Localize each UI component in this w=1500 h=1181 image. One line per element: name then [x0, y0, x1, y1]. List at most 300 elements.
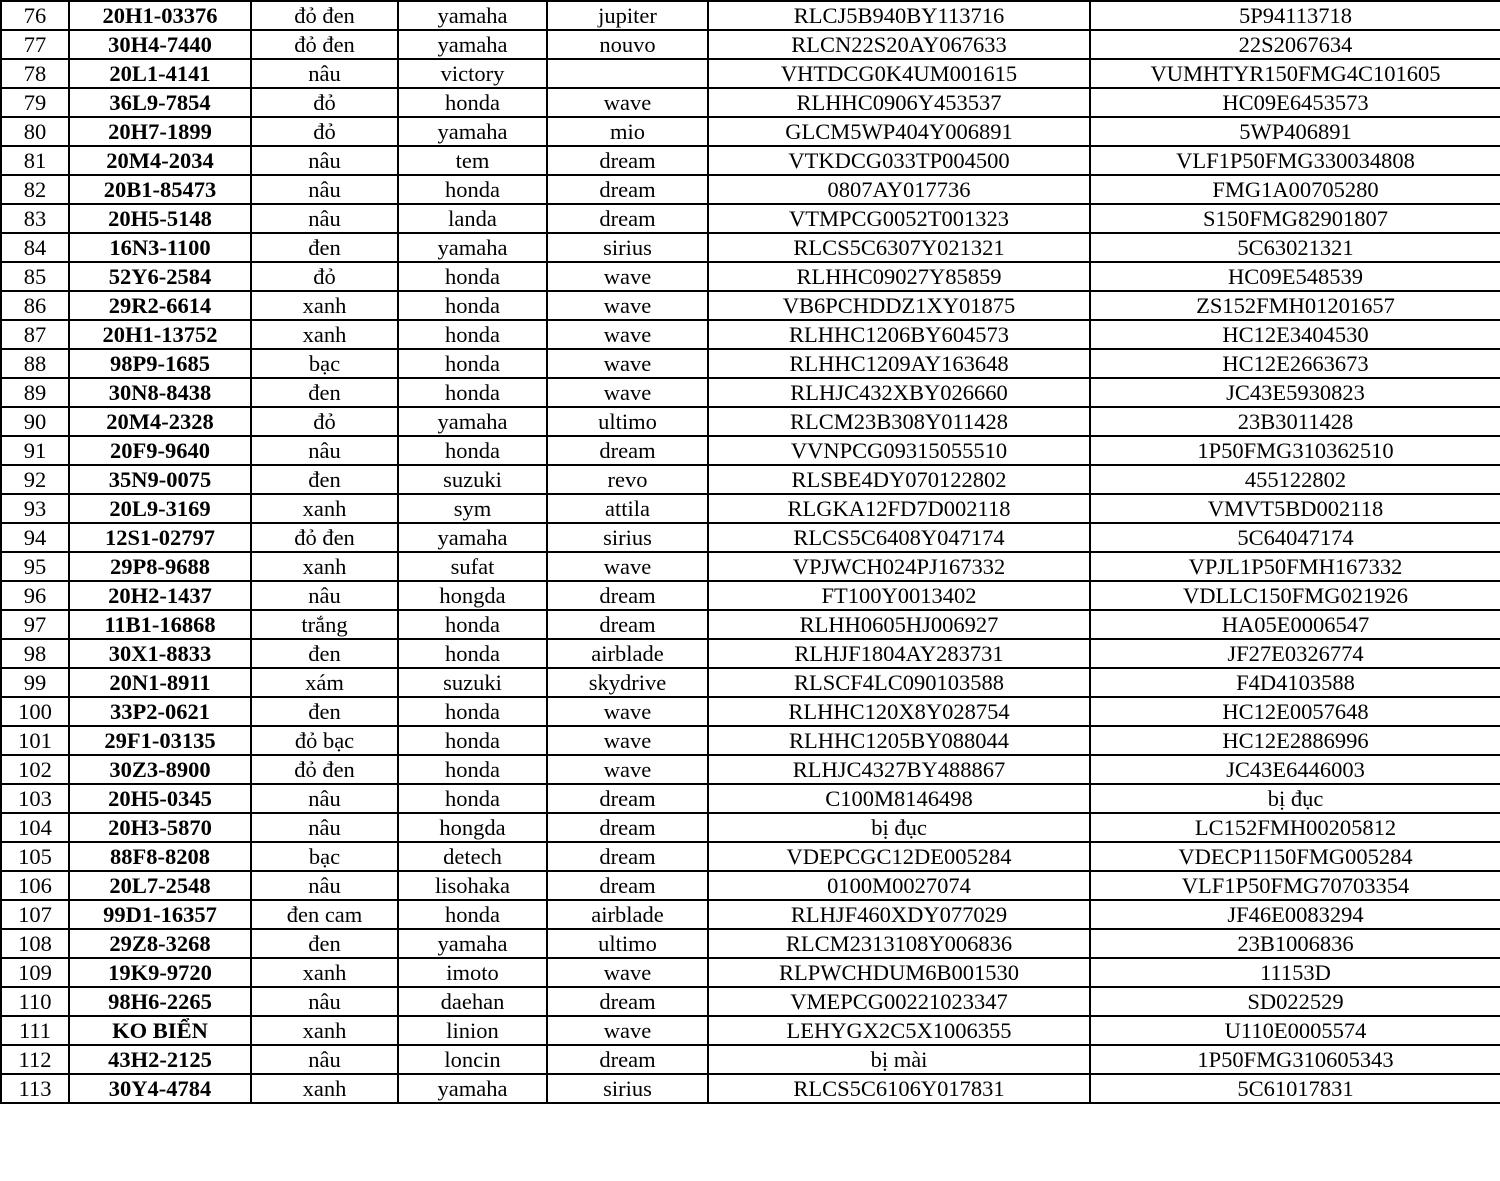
- cell-brand: tem: [398, 146, 547, 175]
- cell-model: dream: [547, 842, 708, 871]
- cell-frame-number: RLHHC09027Y85859: [708, 262, 1090, 291]
- cell-model: dream: [547, 987, 708, 1016]
- cell-frame-number: RLCS5C6106Y017831: [708, 1074, 1090, 1103]
- cell-license-plate: 20H5-5148: [69, 204, 251, 233]
- cell-frame-number: RLHJF1804AY283731: [708, 639, 1090, 668]
- cell-color: đen: [251, 929, 398, 958]
- cell-engine-number: 5C61017831: [1090, 1074, 1500, 1103]
- cell-model: wave: [547, 320, 708, 349]
- cell-brand: detech: [398, 842, 547, 871]
- cell-engine-number: VPJL1P50FMH167332: [1090, 552, 1500, 581]
- table-row: [1, 552, 1500, 581]
- table-row: [1, 146, 1500, 175]
- cell-brand: honda: [398, 175, 547, 204]
- cell-license-plate: 29P8-9688: [69, 552, 251, 581]
- cell-color: đỏ: [251, 88, 398, 117]
- cell-engine-number: LC152FMH00205812: [1090, 813, 1500, 842]
- cell-color: đỏ: [251, 117, 398, 146]
- cell-license-plate: 30Z3-8900: [69, 755, 251, 784]
- cell-model: dream: [547, 204, 708, 233]
- cell-row-number: 101: [1, 726, 69, 755]
- cell-frame-number: RLSCF4LC090103588: [708, 668, 1090, 697]
- cell-engine-number: 5WP406891: [1090, 117, 1500, 146]
- cell-model: airblade: [547, 639, 708, 668]
- cell-color: nâu: [251, 146, 398, 175]
- table-row: [1, 1, 1500, 30]
- cell-color: đen: [251, 465, 398, 494]
- cell-license-plate: 30X1-8833: [69, 639, 251, 668]
- cell-engine-number: HC09E6453573: [1090, 88, 1500, 117]
- table-row: [1, 813, 1500, 842]
- cell-brand: honda: [398, 726, 547, 755]
- cell-license-plate: 20N1-8911: [69, 668, 251, 697]
- cell-color: xám: [251, 668, 398, 697]
- cell-brand: yamaha: [398, 233, 547, 262]
- cell-license-plate: 16N3-1100: [69, 233, 251, 262]
- cell-brand: yamaha: [398, 1074, 547, 1103]
- cell-license-plate: 29F1-03135: [69, 726, 251, 755]
- cell-row-number: 103: [1, 784, 69, 813]
- cell-license-plate: 30N8-8438: [69, 378, 251, 407]
- cell-color: nâu: [251, 784, 398, 813]
- cell-row-number: 111: [1, 1016, 69, 1045]
- cell-row-number: 85: [1, 262, 69, 291]
- cell-model: wave: [547, 726, 708, 755]
- cell-row-number: 82: [1, 175, 69, 204]
- cell-brand: daehan: [398, 987, 547, 1016]
- cell-model: airblade: [547, 900, 708, 929]
- cell-brand: victory: [398, 59, 547, 88]
- cell-model: wave: [547, 1016, 708, 1045]
- cell-model: wave: [547, 349, 708, 378]
- cell-engine-number: 1P50FMG310362510: [1090, 436, 1500, 465]
- cell-brand: honda: [398, 88, 547, 117]
- cell-engine-number: 5C64047174: [1090, 523, 1500, 552]
- cell-license-plate: 88F8-8208: [69, 842, 251, 871]
- cell-engine-number: JC43E6446003: [1090, 755, 1500, 784]
- cell-license-plate: 43H2-2125: [69, 1045, 251, 1074]
- table-row: [1, 204, 1500, 233]
- cell-frame-number: RLHJC4327BY488867: [708, 755, 1090, 784]
- cell-row-number: 87: [1, 320, 69, 349]
- cell-color: đỏ đen: [251, 30, 398, 59]
- table-row: [1, 494, 1500, 523]
- cell-brand: honda: [398, 900, 547, 929]
- table-row: [1, 581, 1500, 610]
- cell-frame-number: VHTDCG0K4UM001615: [708, 59, 1090, 88]
- cell-frame-number: bị mài: [708, 1045, 1090, 1074]
- cell-frame-number: RLSBE4DY070122802: [708, 465, 1090, 494]
- table-row: [1, 233, 1500, 262]
- cell-color: nâu: [251, 871, 398, 900]
- cell-engine-number: VDLLC150FMG021926: [1090, 581, 1500, 610]
- cell-license-plate: 30Y4-4784: [69, 1074, 251, 1103]
- cell-model: ultimo: [547, 407, 708, 436]
- table-row: [1, 30, 1500, 59]
- cell-frame-number: RLHH0605HJ006927: [708, 610, 1090, 639]
- table-row: [1, 291, 1500, 320]
- table-row: [1, 262, 1500, 291]
- cell-license-plate: 20B1-85473: [69, 175, 251, 204]
- cell-engine-number: bị đục: [1090, 784, 1500, 813]
- cell-license-plate: 20H3-5870: [69, 813, 251, 842]
- cell-color: đen cam: [251, 900, 398, 929]
- cell-color: nâu: [251, 813, 398, 842]
- cell-engine-number: HC12E2663673: [1090, 349, 1500, 378]
- cell-model: dream: [547, 871, 708, 900]
- cell-color: xanh: [251, 291, 398, 320]
- cell-frame-number: VB6PCHDDZ1XY01875: [708, 291, 1090, 320]
- cell-frame-number: bị đục: [708, 813, 1090, 842]
- cell-license-plate: 98H6-2265: [69, 987, 251, 1016]
- cell-brand: linion: [398, 1016, 547, 1045]
- cell-brand: imoto: [398, 958, 547, 987]
- cell-engine-number: 5C63021321: [1090, 233, 1500, 262]
- table-row: [1, 88, 1500, 117]
- cell-model: dream: [547, 1045, 708, 1074]
- cell-model: jupiter: [547, 1, 708, 30]
- cell-color: xanh: [251, 552, 398, 581]
- cell-row-number: 78: [1, 59, 69, 88]
- cell-frame-number: RLHJC432XBY026660: [708, 378, 1090, 407]
- cell-brand: suzuki: [398, 465, 547, 494]
- table-row: [1, 958, 1500, 987]
- cell-model: nouvo: [547, 30, 708, 59]
- cell-frame-number: VTKDCG033TP004500: [708, 146, 1090, 175]
- cell-engine-number: 455122802: [1090, 465, 1500, 494]
- cell-brand: honda: [398, 320, 547, 349]
- cell-engine-number: HC12E2886996: [1090, 726, 1500, 755]
- cell-color: xanh: [251, 320, 398, 349]
- table-row: [1, 117, 1500, 146]
- cell-model: wave: [547, 552, 708, 581]
- cell-color: đỏ đen: [251, 523, 398, 552]
- cell-color: xanh: [251, 1074, 398, 1103]
- cell-color: nâu: [251, 1045, 398, 1074]
- cell-color: xanh: [251, 958, 398, 987]
- cell-engine-number: VUMHTYR150FMG4C101605: [1090, 59, 1500, 88]
- cell-license-plate: 19K9-9720: [69, 958, 251, 987]
- cell-row-number: 96: [1, 581, 69, 610]
- cell-model: sirius: [547, 1074, 708, 1103]
- cell-model: wave: [547, 88, 708, 117]
- cell-frame-number: RLCM2313108Y006836: [708, 929, 1090, 958]
- cell-color: bạc: [251, 842, 398, 871]
- cell-engine-number: SD022529: [1090, 987, 1500, 1016]
- table-row: [1, 465, 1500, 494]
- cell-model: wave: [547, 958, 708, 987]
- cell-color: nâu: [251, 175, 398, 204]
- cell-model: mio: [547, 117, 708, 146]
- table-row: [1, 755, 1500, 784]
- table-row: [1, 842, 1500, 871]
- cell-brand: sym: [398, 494, 547, 523]
- cell-license-plate: 12S1-02797: [69, 523, 251, 552]
- cell-model: dream: [547, 175, 708, 204]
- cell-color: đen: [251, 233, 398, 262]
- table-row: [1, 900, 1500, 929]
- cell-brand: honda: [398, 291, 547, 320]
- cell-brand: honda: [398, 378, 547, 407]
- cell-brand: honda: [398, 639, 547, 668]
- table-row: [1, 436, 1500, 465]
- cell-brand: yamaha: [398, 117, 547, 146]
- cell-brand: yamaha: [398, 1, 547, 30]
- cell-row-number: 81: [1, 146, 69, 175]
- table-row: [1, 320, 1500, 349]
- cell-engine-number: 23B3011428: [1090, 407, 1500, 436]
- cell-brand: honda: [398, 697, 547, 726]
- cell-frame-number: RLHHC120X8Y028754: [708, 697, 1090, 726]
- cell-brand: hongda: [398, 813, 547, 842]
- table-row: [1, 1045, 1500, 1074]
- cell-row-number: 93: [1, 494, 69, 523]
- cell-brand: honda: [398, 262, 547, 291]
- cell-brand: honda: [398, 610, 547, 639]
- cell-brand: yamaha: [398, 407, 547, 436]
- cell-frame-number: RLCS5C6408Y047174: [708, 523, 1090, 552]
- cell-frame-number: RLHHC1209AY163648: [708, 349, 1090, 378]
- cell-row-number: 104: [1, 813, 69, 842]
- cell-model: wave: [547, 291, 708, 320]
- cell-engine-number: JC43E5930823: [1090, 378, 1500, 407]
- table-row: [1, 523, 1500, 552]
- cell-color: đỏ: [251, 407, 398, 436]
- cell-row-number: 112: [1, 1045, 69, 1074]
- cell-engine-number: HC12E0057648: [1090, 697, 1500, 726]
- cell-brand: honda: [398, 755, 547, 784]
- cell-color: bạc: [251, 349, 398, 378]
- table-row: [1, 1016, 1500, 1045]
- cell-model: attila: [547, 494, 708, 523]
- cell-row-number: 77: [1, 30, 69, 59]
- cell-engine-number: VLF1P50FMG330034808: [1090, 146, 1500, 175]
- cell-frame-number: C100M8146498: [708, 784, 1090, 813]
- cell-license-plate: 20H1-03376: [69, 1, 251, 30]
- cell-row-number: 94: [1, 523, 69, 552]
- cell-model: dream: [547, 784, 708, 813]
- cell-engine-number: 23B1006836: [1090, 929, 1500, 958]
- cell-engine-number: VMVT5BD002118: [1090, 494, 1500, 523]
- cell-brand: loncin: [398, 1045, 547, 1074]
- cell-frame-number: RLHHC1206BY604573: [708, 320, 1090, 349]
- table-row: [1, 726, 1500, 755]
- cell-row-number: 108: [1, 929, 69, 958]
- cell-row-number: 100: [1, 697, 69, 726]
- cell-license-plate: 20L7-2548: [69, 871, 251, 900]
- cell-license-plate: 20H1-13752: [69, 320, 251, 349]
- cell-color: nâu: [251, 987, 398, 1016]
- cell-row-number: 102: [1, 755, 69, 784]
- cell-brand: sufat: [398, 552, 547, 581]
- cell-color: xanh: [251, 494, 398, 523]
- cell-license-plate: 30H4-7440: [69, 30, 251, 59]
- cell-model: wave: [547, 697, 708, 726]
- cell-engine-number: 1P50FMG310605343: [1090, 1045, 1500, 1074]
- cell-engine-number: U110E0005574: [1090, 1016, 1500, 1045]
- cell-row-number: 76: [1, 1, 69, 30]
- table-row: [1, 668, 1500, 697]
- cell-brand: yamaha: [398, 929, 547, 958]
- table-row: [1, 59, 1500, 88]
- cell-license-plate: KO BIỂN: [69, 1016, 251, 1045]
- cell-frame-number: VDEPCGC12DE005284: [708, 842, 1090, 871]
- cell-frame-number: VTMPCG0052T001323: [708, 204, 1090, 233]
- cell-license-plate: 20L1-4141: [69, 59, 251, 88]
- cell-row-number: 110: [1, 987, 69, 1016]
- cell-model: sirius: [547, 233, 708, 262]
- table-row: [1, 1074, 1500, 1103]
- cell-engine-number: HC12E3404530: [1090, 320, 1500, 349]
- cell-color: xanh: [251, 1016, 398, 1045]
- cell-brand: suzuki: [398, 668, 547, 697]
- cell-color: nâu: [251, 581, 398, 610]
- cell-license-plate: 11B1-16868: [69, 610, 251, 639]
- cell-row-number: 99: [1, 668, 69, 697]
- cell-license-plate: 33P2-0621: [69, 697, 251, 726]
- cell-frame-number: 0807AY017736: [708, 175, 1090, 204]
- cell-engine-number: 11153D: [1090, 958, 1500, 987]
- cell-frame-number: VVNPCG09315055510: [708, 436, 1090, 465]
- vehicle-table-body: [1, 1, 1500, 1103]
- cell-row-number: 109: [1, 958, 69, 987]
- cell-model: [547, 59, 708, 88]
- cell-model: revo: [547, 465, 708, 494]
- cell-engine-number: 5P94113718: [1090, 1, 1500, 30]
- cell-color: nâu: [251, 436, 398, 465]
- cell-engine-number: S150FMG82901807: [1090, 204, 1500, 233]
- cell-model: dream: [547, 146, 708, 175]
- table-row: [1, 784, 1500, 813]
- cell-row-number: 105: [1, 842, 69, 871]
- table-row: [1, 610, 1500, 639]
- cell-row-number: 113: [1, 1074, 69, 1103]
- cell-color: đỏ: [251, 262, 398, 291]
- cell-frame-number: RLGKA12FD7D002118: [708, 494, 1090, 523]
- cell-frame-number: GLCM5WP404Y006891: [708, 117, 1090, 146]
- cell-row-number: 91: [1, 436, 69, 465]
- cell-brand: honda: [398, 349, 547, 378]
- cell-model: ultimo: [547, 929, 708, 958]
- cell-row-number: 79: [1, 88, 69, 117]
- table-row: [1, 349, 1500, 378]
- cell-color: đỏ đen: [251, 755, 398, 784]
- cell-engine-number: F4D4103588: [1090, 668, 1500, 697]
- cell-license-plate: 20F9-9640: [69, 436, 251, 465]
- table-row: [1, 175, 1500, 204]
- cell-row-number: 88: [1, 349, 69, 378]
- cell-frame-number: RLCJ5B940BY113716: [708, 1, 1090, 30]
- cell-row-number: 90: [1, 407, 69, 436]
- cell-frame-number: RLCS5C6307Y021321: [708, 233, 1090, 262]
- cell-frame-number: RLHHC0906Y453537: [708, 88, 1090, 117]
- cell-row-number: 80: [1, 117, 69, 146]
- cell-model: dream: [547, 436, 708, 465]
- cell-model: dream: [547, 813, 708, 842]
- cell-engine-number: JF27E0326774: [1090, 639, 1500, 668]
- cell-frame-number: RLPWCHDUM6B001530: [708, 958, 1090, 987]
- cell-brand: landa: [398, 204, 547, 233]
- cell-color: nâu: [251, 204, 398, 233]
- cell-engine-number: ZS152FMH01201657: [1090, 291, 1500, 320]
- cell-license-plate: 36L9-7854: [69, 88, 251, 117]
- cell-frame-number: VMEPCG00221023347: [708, 987, 1090, 1016]
- cell-model: skydrive: [547, 668, 708, 697]
- cell-brand: honda: [398, 436, 547, 465]
- cell-license-plate: 98P9-1685: [69, 349, 251, 378]
- cell-row-number: 86: [1, 291, 69, 320]
- cell-color: đỏ đen: [251, 1, 398, 30]
- cell-row-number: 92: [1, 465, 69, 494]
- cell-frame-number: RLCM23B308Y011428: [708, 407, 1090, 436]
- cell-license-plate: 20H5-0345: [69, 784, 251, 813]
- cell-brand: lisohaka: [398, 871, 547, 900]
- table-row: [1, 929, 1500, 958]
- cell-frame-number: FT100Y0013402: [708, 581, 1090, 610]
- table-row: [1, 378, 1500, 407]
- cell-license-plate: 20M4-2328: [69, 407, 251, 436]
- cell-engine-number: HA05E0006547: [1090, 610, 1500, 639]
- cell-brand: yamaha: [398, 30, 547, 59]
- cell-frame-number: RLCN22S20AY067633: [708, 30, 1090, 59]
- cell-license-plate: 20H7-1899: [69, 117, 251, 146]
- cell-engine-number: JF46E0083294: [1090, 900, 1500, 929]
- table-row: [1, 697, 1500, 726]
- cell-brand: yamaha: [398, 523, 547, 552]
- table-row: [1, 407, 1500, 436]
- cell-engine-number: FMG1A00705280: [1090, 175, 1500, 204]
- cell-color: nâu: [251, 59, 398, 88]
- cell-license-plate: 99D1-16357: [69, 900, 251, 929]
- cell-brand: honda: [398, 784, 547, 813]
- cell-license-plate: 20H2-1437: [69, 581, 251, 610]
- cell-license-plate: 20M4-2034: [69, 146, 251, 175]
- cell-row-number: 83: [1, 204, 69, 233]
- cell-license-plate: 29R2-6614: [69, 291, 251, 320]
- cell-row-number: 95: [1, 552, 69, 581]
- cell-color: đen: [251, 639, 398, 668]
- cell-brand: hongda: [398, 581, 547, 610]
- cell-license-plate: 20L9-3169: [69, 494, 251, 523]
- cell-model: wave: [547, 378, 708, 407]
- table-row: [1, 639, 1500, 668]
- cell-color: trắng: [251, 610, 398, 639]
- cell-model: wave: [547, 262, 708, 291]
- table-row: [1, 987, 1500, 1016]
- cell-row-number: 84: [1, 233, 69, 262]
- cell-engine-number: VLF1P50FMG70703354: [1090, 871, 1500, 900]
- cell-color: đen: [251, 378, 398, 407]
- cell-frame-number: LEHYGX2C5X1006355: [708, 1016, 1090, 1045]
- cell-frame-number: RLHHC1205BY088044: [708, 726, 1090, 755]
- cell-color: đen: [251, 697, 398, 726]
- cell-license-plate: 52Y6-2584: [69, 262, 251, 291]
- cell-engine-number: VDECP1150FMG005284: [1090, 842, 1500, 871]
- table-row: [1, 871, 1500, 900]
- cell-frame-number: 0100M0027074: [708, 871, 1090, 900]
- cell-license-plate: 29Z8-3268: [69, 929, 251, 958]
- cell-row-number: 89: [1, 378, 69, 407]
- cell-row-number: 106: [1, 871, 69, 900]
- cell-license-plate: 35N9-0075: [69, 465, 251, 494]
- cell-frame-number: VPJWCH024PJ167332: [708, 552, 1090, 581]
- cell-model: dream: [547, 581, 708, 610]
- cell-model: wave: [547, 755, 708, 784]
- cell-engine-number: HC09E548539: [1090, 262, 1500, 291]
- cell-row-number: 97: [1, 610, 69, 639]
- cell-model: dream: [547, 610, 708, 639]
- cell-model: sirius: [547, 523, 708, 552]
